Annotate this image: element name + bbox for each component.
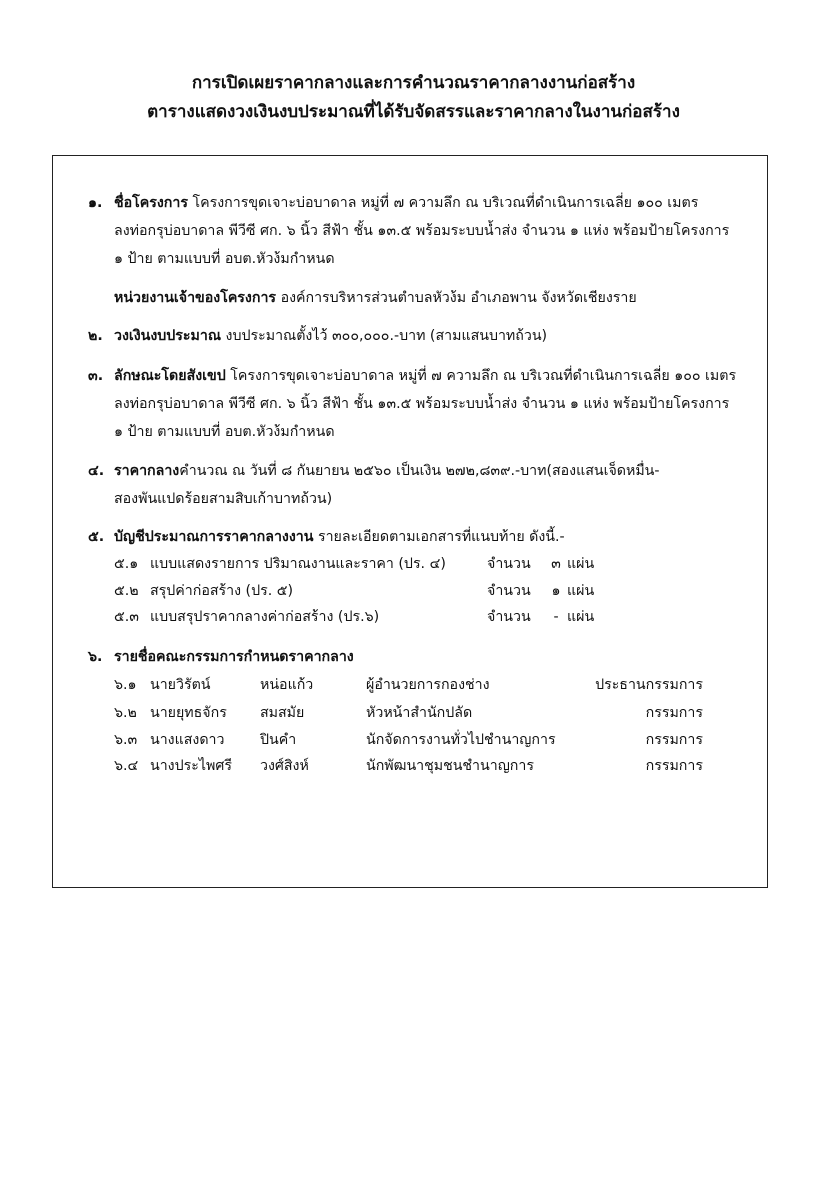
attachment-count-label: จำนวน xyxy=(487,583,531,599)
member-first-name: นางแสงดาว xyxy=(150,732,225,748)
attachment-count: - xyxy=(553,609,559,625)
attachment-count-label: จำนวน xyxy=(487,609,531,625)
member-role: ประธานกรรมการ xyxy=(595,677,703,693)
section2-line xyxy=(114,326,547,346)
attachment-count: ๓ xyxy=(551,556,561,572)
section1-text-line1: โครงการขุดเจาะบ่อบาดาล หมู่ที่ ๗ ความลึก ณ บริเวณที่ดำเนินการเฉลี่ย ๑๐๐ เมตร xyxy=(192,195,699,211)
attachment-no: ๕.๑ xyxy=(114,556,139,572)
attachment-no: ๕.๒ xyxy=(114,583,139,599)
member-position: ผู้อำนวยการกองช่าง xyxy=(366,677,490,693)
section4-line1 xyxy=(114,461,660,481)
section6-number: ๖. xyxy=(88,649,103,665)
owner-value: องค์การบริหารส่วนตำบลหัวง้ม อำเภอพาน จังหวัดเชียงราย xyxy=(280,290,637,306)
section4-label: ราคากลาง xyxy=(114,463,180,479)
section4-text-line1: คำนวณ ณ วันที่ ๘ กันยายน ๒๕๖๐ เป็นเงิน ๒๗๒,๘๓๙.-บาท(สองแสนเจ็ดหมื่น- xyxy=(179,463,660,479)
section1-owner xyxy=(114,288,637,308)
member-role: กรรมการ xyxy=(645,732,703,748)
member-no: ๖.๒ xyxy=(114,705,137,721)
member-last-name: สมสมัย xyxy=(260,705,305,721)
section1-text-line2: ลงท่อกรุบ่อบาดาล พีวีซี ศก. ๖ นิ้ว สีฟ้า ชั้น ๑๓.๕ พร้อมระบบน้ำส่ง จำนวน ๑ แห่ง พร้อมป้ายโครงการ xyxy=(114,223,730,239)
page-subtitle: ตารางแสดงวงเงินงบประมาณที่ได้รับจัดสรรและราคากลางในงานก่อสร้าง xyxy=(147,102,680,122)
member-first-name: นายยุทธจักร xyxy=(150,705,227,721)
section3-text-line2: ลงท่อกรุบ่อบาดาล พีวีซี ศก. ๖ นิ้ว สีฟ้า ชั้น ๑๓.๕ พร้อมระบบน้ำส่ง จำนวน ๑ แห่ง พร้อมป้ายโครงการ xyxy=(114,396,730,412)
section1-text-line3: ๑ ป้าย ตามแบบที่ อบต.หัวง้มกำหนด xyxy=(114,251,335,267)
member-role: กรรมการ xyxy=(645,758,703,774)
member-position: นักพัฒนาชุมชนชำนาญการ xyxy=(366,758,534,774)
section1-number: ๑. xyxy=(88,195,103,211)
member-first-name: นางประไพศรี xyxy=(150,758,232,774)
section3-line1 xyxy=(114,366,736,386)
member-role: กรรมการ xyxy=(645,705,703,721)
section2-number: ๒. xyxy=(88,328,103,344)
section3-number: ๓. xyxy=(88,368,104,384)
owner-label: หน่วยงานเจ้าของโครงการ xyxy=(114,290,277,306)
section6-label: รายชื่อคณะกรรมการกำหนดราคากลาง xyxy=(114,649,354,665)
member-no: ๖.๓ xyxy=(114,732,138,748)
section1-label: ชื่อโครงการ xyxy=(114,195,188,211)
attachment-unit: แผ่น xyxy=(567,583,595,599)
member-no: ๖.๔ xyxy=(114,758,139,774)
section3-label: ลักษณะโดยสังเขป xyxy=(114,368,226,384)
member-position: หัวหน้าสำนักปลัด xyxy=(366,705,473,721)
section1-line1 xyxy=(114,193,698,213)
member-last-name: ปินคำ xyxy=(260,732,297,748)
member-first-name: นายวิรัตน์ xyxy=(150,677,211,693)
attachment-unit: แผ่น xyxy=(567,556,595,572)
attachment-name: แบบแสดงรายการ ปริมาณงานและราคา (ปร. ๔) xyxy=(150,556,446,572)
member-last-name: วงศ์สิงห์ xyxy=(260,758,309,774)
page-title: การเปิดเผยราคากลางและการคำนวณราคากลางงานก่อสร้าง xyxy=(191,73,636,93)
member-no: ๖.๑ xyxy=(114,677,137,693)
section4-number: ๔. xyxy=(88,463,105,479)
attachment-no: ๕.๓ xyxy=(114,609,139,625)
section3-text-line1: โครงการขุดเจาะบ่อบาดาล หมู่ที่ ๗ ความลึก ณ บริเวณที่ดำเนินการเฉลี่ย ๑๐๐ เมตร xyxy=(230,368,737,384)
member-last-name: หน่อแก้ว xyxy=(260,677,314,693)
attachment-count: ๑ xyxy=(551,583,561,599)
section5-line xyxy=(114,527,565,547)
section5-number: ๕. xyxy=(88,529,105,545)
attachment-count-label: จำนวน xyxy=(487,556,531,572)
section5-desc: รายละเอียดตามเอกสารที่แนบท้าย ดังนี้.- xyxy=(317,529,565,545)
member-position: นักจัดการงานทั่วไปชำนาญการ xyxy=(366,732,556,748)
section5-label: บัญชีประมาณการราคากลางงาน xyxy=(114,529,314,545)
attachment-name: สรุปค่าก่อสร้าง (ปร. ๕) xyxy=(150,583,293,599)
attachment-name: แบบสรุปราคากลางค่าก่อสร้าง (ปร.๖) xyxy=(150,609,380,625)
attachment-unit: แผ่น xyxy=(567,609,595,625)
section2-label: วงเงินงบประมาณ xyxy=(114,328,222,344)
section4-text-line2: สองพันแปดร้อยสามสิบเก้าบาทถ้วน) xyxy=(114,491,333,507)
section2-value: งบประมาณตั้งไว้ ๓๐๐,๐๐๐.-บาท (สามแสนบาทถ้วน) xyxy=(225,328,548,344)
section3-text-line3: ๑ ป้าย ตามแบบที่ อบต.หัวง้มกำหนด xyxy=(114,424,335,440)
